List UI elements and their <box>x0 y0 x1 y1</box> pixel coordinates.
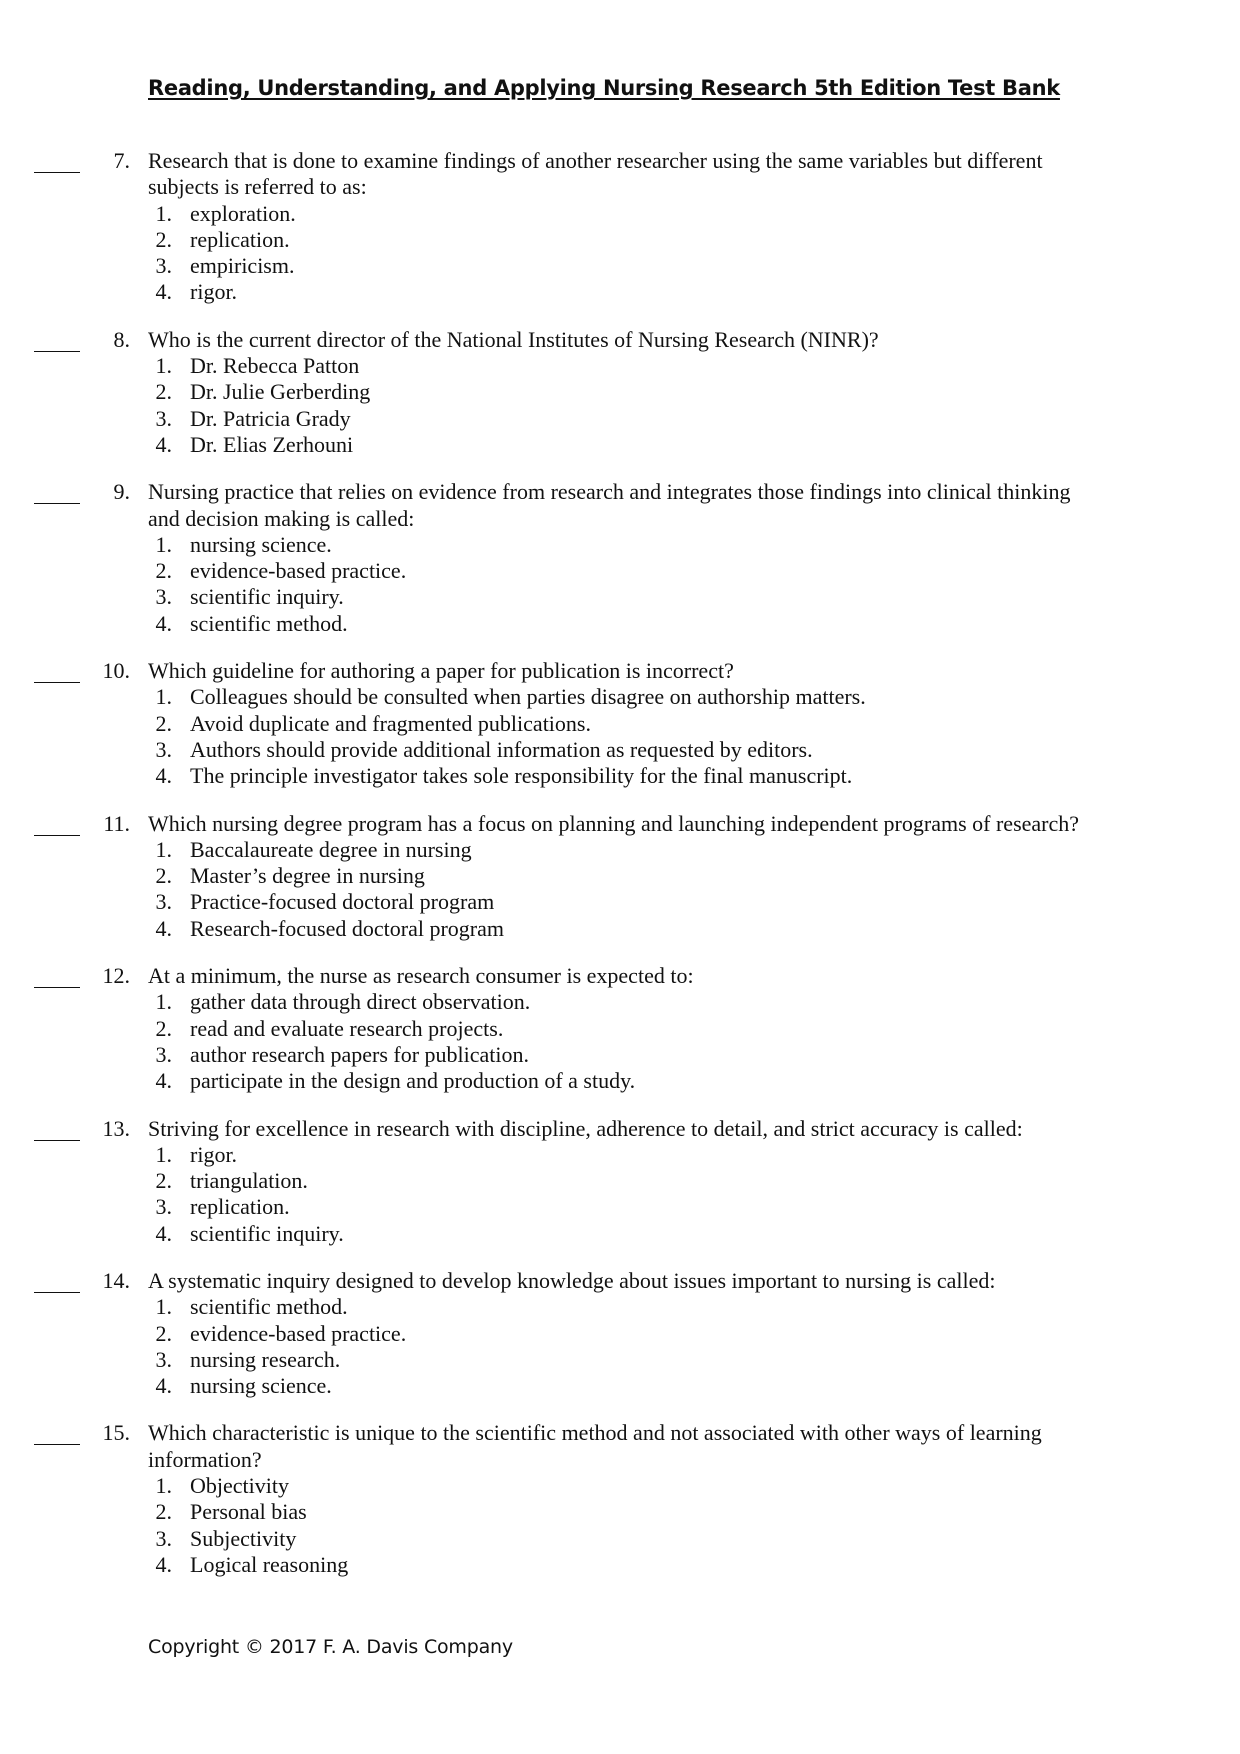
option-number: 3. <box>155 1525 172 1551</box>
option-number: 1. <box>155 1473 172 1499</box>
question-number: 14. <box>102 1267 130 1293</box>
option-number: 2. <box>155 710 172 736</box>
option-text: gather data through direct observation. <box>190 989 531 1015</box>
option-text: triangulation. <box>190 1168 308 1194</box>
answer-option <box>0 279 1240 305</box>
option-number: 1. <box>155 1141 172 1167</box>
option-number: 1. <box>155 989 172 1015</box>
option-text: scientific method. <box>190 610 348 636</box>
answer-option <box>0 1194 1240 1220</box>
answer-blank[interactable] <box>34 329 80 352</box>
answer-option <box>0 763 1240 789</box>
option-number: 2. <box>155 1168 172 1194</box>
answer-option <box>0 584 1240 610</box>
question-number: 10. <box>102 658 130 684</box>
answer-option <box>0 889 1240 915</box>
option-text: empiricism. <box>190 253 295 279</box>
option-number: 1. <box>155 531 172 557</box>
answer-option <box>0 406 1240 432</box>
question-stem: At a minimum, the nurse as research consumer is expected to: <box>148 963 694 989</box>
answer-option <box>0 611 1240 637</box>
question-stem: Nursing practice that relies on evidence from research and integrates those findings into clinical thinking and decision making is called: <box>148 479 1071 531</box>
question-item <box>0 479 1240 637</box>
answer-option <box>0 1042 1240 1068</box>
question-stem: Who is the current director of the National Institutes of Nursing Research (NINR)? <box>148 326 879 352</box>
answer-option <box>0 1499 1240 1525</box>
answer-option <box>0 432 1240 458</box>
option-text: Colleagues should be consulted when parties disagree on authorship matters. <box>190 684 866 710</box>
option-text: Dr. Rebecca Patton <box>190 353 360 379</box>
option-number: 3. <box>155 1194 172 1220</box>
question-item <box>0 658 1240 789</box>
option-text: rigor. <box>190 279 238 305</box>
answer-option <box>0 1294 1240 1320</box>
option-number: 2. <box>155 226 172 252</box>
option-text: read and evaluate research projects. <box>190 1015 504 1041</box>
question-item <box>0 811 1240 942</box>
question-item <box>0 327 1240 458</box>
answer-blank[interactable] <box>34 660 80 683</box>
option-number: 2. <box>155 1015 172 1041</box>
answer-option <box>0 1016 1240 1042</box>
answer-option <box>0 1552 1240 1578</box>
question-stem: A systematic inquiry designed to develop knowledge about issues important to nursing is called: <box>148 1267 996 1293</box>
answer-option <box>0 558 1240 584</box>
option-number: 4. <box>155 1068 172 1094</box>
answer-option <box>0 1321 1240 1347</box>
question-stem: Striving for excellence in research with discipline, adherence to detail, and strict accuracy is called: <box>148 1115 1023 1141</box>
option-text: evidence-based practice. <box>190 558 407 584</box>
option-number: 4. <box>155 279 172 305</box>
option-text: nursing research. <box>190 1346 341 1372</box>
option-text: replication. <box>190 1194 290 1220</box>
question-item <box>0 1420 1240 1578</box>
question-stem: Which guideline for authoring a paper for publication is incorrect? <box>148 658 734 684</box>
option-number: 3. <box>155 584 172 610</box>
option-number: 2. <box>155 863 172 889</box>
option-text: Objectivity <box>190 1473 289 1499</box>
option-number: 4. <box>155 610 172 636</box>
answer-blank[interactable] <box>34 1422 80 1445</box>
option-number: 1. <box>155 684 172 710</box>
option-number: 2. <box>155 1499 172 1525</box>
answer-option <box>0 1526 1240 1552</box>
answer-option <box>0 989 1240 1015</box>
option-number: 3. <box>155 405 172 431</box>
answer-blank[interactable] <box>34 813 80 836</box>
option-number: 1. <box>155 1294 172 1320</box>
option-text: Logical reasoning <box>190 1551 349 1577</box>
option-text: Baccalaureate degree in nursing <box>190 836 472 862</box>
answer-option <box>0 1142 1240 1168</box>
question-number: 13. <box>102 1115 130 1141</box>
option-number: 1. <box>155 836 172 862</box>
copyright-footer: Copyright © 2017 F. A. Davis Company <box>148 1636 513 1658</box>
answer-option <box>0 532 1240 558</box>
option-number: 4. <box>155 915 172 941</box>
answer-option <box>0 684 1240 710</box>
option-number: 3. <box>155 1041 172 1067</box>
answer-option <box>0 837 1240 863</box>
option-number: 2. <box>155 558 172 584</box>
option-text: Dr. Julie Gerberding <box>190 379 371 405</box>
answer-option <box>0 227 1240 253</box>
option-number: 4. <box>155 1373 172 1399</box>
option-number: 1. <box>155 353 172 379</box>
option-number: 4. <box>155 763 172 789</box>
option-text: nursing science. <box>190 1373 332 1399</box>
question-number: 9. <box>113 479 130 505</box>
answer-blank[interactable] <box>34 1118 80 1141</box>
answer-option <box>0 1373 1240 1399</box>
option-text: author research papers for publication. <box>190 1041 530 1067</box>
option-text: Subjectivity <box>190 1525 297 1551</box>
option-number: 4. <box>155 1220 172 1246</box>
question-item <box>0 148 1240 306</box>
option-number: 3. <box>155 889 172 915</box>
question-stem: Research that is done to examine findings of another researcher using the same variables but different subjects is referred to as: <box>148 148 1043 200</box>
answer-option <box>0 253 1240 279</box>
option-text: Dr. Elias Zerhouni <box>190 431 354 457</box>
question-list <box>0 148 1240 1599</box>
question-item <box>0 963 1240 1094</box>
page-title: Reading, Understanding, and Applying Nursing Research 5th Edition Test Bank <box>148 76 1060 100</box>
option-text: exploration. <box>190 200 296 226</box>
option-text: rigor. <box>190 1141 238 1167</box>
answer-option <box>0 353 1240 379</box>
answer-option <box>0 1168 1240 1194</box>
answer-option <box>0 916 1240 942</box>
option-number: 3. <box>155 253 172 279</box>
option-text: scientific inquiry. <box>190 1220 344 1246</box>
option-text: Research-focused doctoral program <box>190 915 504 941</box>
option-text: Personal bias <box>190 1499 307 1525</box>
option-text: scientific method. <box>190 1294 348 1320</box>
answer-blank[interactable] <box>34 1270 80 1293</box>
option-text: Practice-focused doctoral program <box>190 889 495 915</box>
answer-blank[interactable] <box>34 481 80 504</box>
answer-blank[interactable] <box>34 150 80 173</box>
option-text: Avoid duplicate and fragmented publications. <box>190 710 591 736</box>
question-number: 12. <box>102 963 130 989</box>
answer-option <box>0 1068 1240 1094</box>
option-text: scientific inquiry. <box>190 584 344 610</box>
option-number: 3. <box>155 1346 172 1372</box>
answer-option <box>0 737 1240 763</box>
answer-option <box>0 379 1240 405</box>
answer-option <box>0 201 1240 227</box>
answer-option <box>0 863 1240 889</box>
option-number: 4. <box>155 431 172 457</box>
option-number: 4. <box>155 1551 172 1577</box>
question-stem: Which characteristic is unique to the scientific method and not associated with other ways of learning information? <box>148 1420 1042 1472</box>
option-text: replication. <box>190 226 290 252</box>
answer-option <box>0 1347 1240 1373</box>
answer-blank[interactable] <box>34 965 80 988</box>
option-text: participate in the design and production of a study. <box>190 1068 636 1094</box>
option-text: Master’s degree in nursing <box>190 863 425 889</box>
question-number: 11. <box>103 810 130 836</box>
question-item <box>0 1268 1240 1399</box>
option-text: Authors should provide additional information as requested by editors. <box>190 736 813 762</box>
answer-option <box>0 711 1240 737</box>
option-number: 2. <box>155 379 172 405</box>
option-text: nursing science. <box>190 531 332 557</box>
option-number: 1. <box>155 200 172 226</box>
option-text: evidence-based practice. <box>190 1320 407 1346</box>
answer-option <box>0 1221 1240 1247</box>
question-number: 8. <box>113 326 130 352</box>
option-number: 3. <box>155 736 172 762</box>
option-text: The principle investigator takes sole responsibility for the final manuscript. <box>190 763 853 789</box>
option-number: 2. <box>155 1320 172 1346</box>
question-number: 7. <box>113 148 130 173</box>
answer-option <box>0 1473 1240 1499</box>
question-item <box>0 1116 1240 1247</box>
option-text: Dr. Patricia Grady <box>190 405 351 431</box>
question-stem: Which nursing degree program has a focus on planning and launching independent programs of research? <box>148 810 1080 836</box>
question-number: 15. <box>102 1420 130 1446</box>
